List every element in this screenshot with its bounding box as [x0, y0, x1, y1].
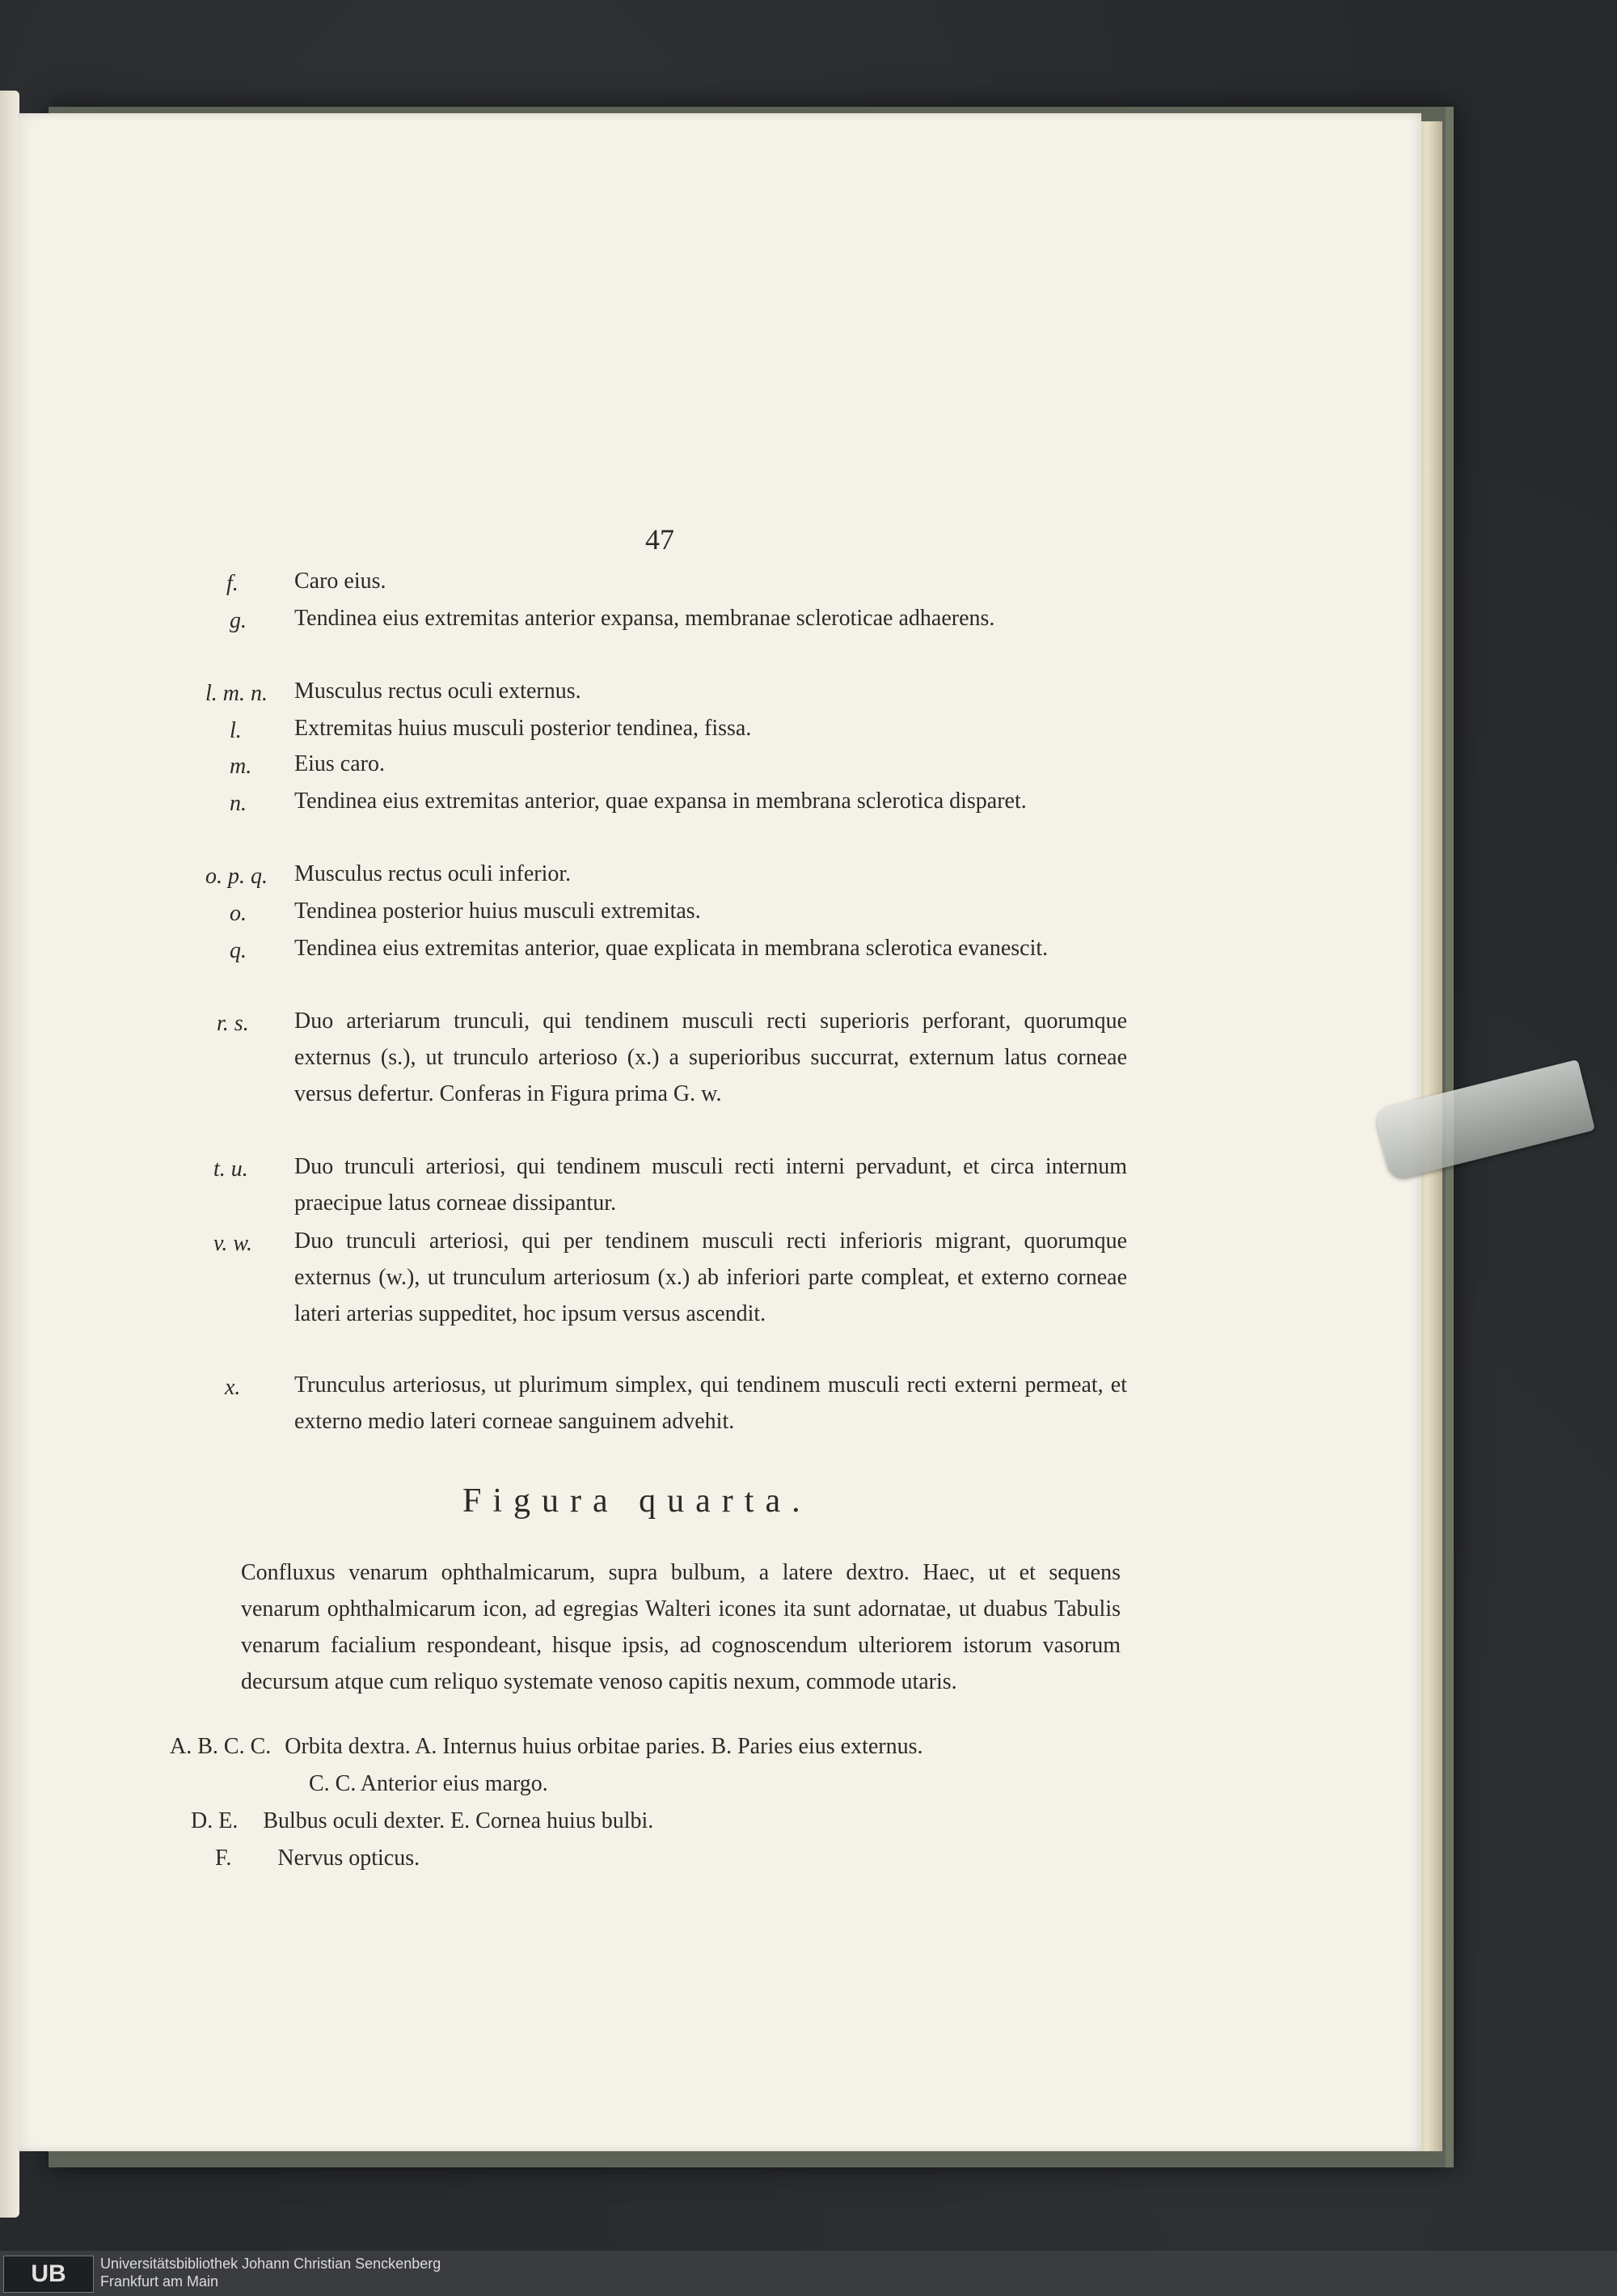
footer-bar: [0, 2251, 1617, 2296]
entry-label: m.: [230, 754, 252, 779]
entry-text: Duo trunculi arteriosi, qui per tendinem musculi recti inferioris migrant, quorumque externus (w.), ut trunculum arteriosum (x.) ab inferiori parte compleat, et externo corneae lateri arterias suppeditet, hoc ipsum versus ascendit.: [294, 1228, 1127, 1326]
footer-institution: Universitätsbibliothek Johann Christian Senckenberg: [100, 2256, 441, 2272]
entry-text: Trunculus arteriosus, ut plurimum simplex, qui tendinem musculi recti externi permeat, et externo medio lateri corneae sanguinem advehit.: [294, 1372, 1127, 1434]
footer-city: Frankfurt am Main: [100, 2273, 219, 2290]
figure-label: A. B. C. C.: [170, 1734, 272, 1759]
entry-text: Caro eius.: [294, 569, 386, 594]
entry-label: g.: [230, 608, 247, 633]
figure-text: Bulbus oculi dexter. E. Cornea huius bulbi.: [263, 1808, 654, 1833]
section-title: Figura quarta.: [462, 1482, 812, 1520]
entry-text: Duo arteriarum trunculi, qui tendinem musculi recti superioris perforant, quorumque externus (s.), ut trunculo arterioso (x.) a superioribus succurrat, externum latus corneae versus defertur. Conferas in Figura prima G. w.: [294, 1008, 1127, 1106]
entry-label: r. s.: [217, 1011, 249, 1036]
entry-label: l. m. n.: [205, 681, 268, 706]
entry-text: Extremitas huius musculi posterior tendinea, fissa.: [294, 716, 752, 741]
figure-text: Orbita dextra. A. Internus huius orbitae paries. B. Paries eius externus.: [285, 1734, 923, 1759]
entry-label: f.: [226, 571, 239, 596]
figure-legend-row: [215, 1846, 420, 1871]
entry-label: o.: [230, 901, 247, 926]
figure-legend-row: [170, 1734, 923, 1760]
figure-legend-row: [191, 1808, 653, 1834]
entry-label: t. u.: [213, 1156, 248, 1182]
entry-label: v. w.: [213, 1231, 252, 1256]
left-page-edge: [0, 91, 19, 2218]
entry-label: l.: [230, 718, 242, 743]
page-number: 47: [645, 523, 674, 556]
entry-label: x.: [225, 1375, 241, 1400]
figure-description: Confluxus venarum ophthalmicarum, supra bulbum, a latere dextro. Haec, ut et sequens venarum ophthalmicarum icon, ad egregias Walteri icones ita sunt adornatae, ut duabus Tabulis venarum facialium respondeant, hisque ipsis, ad cognoscendum ulteriorem istorum vasorum decursum atque cum reliquo systemate venoso capitis nexum, commode utaris.: [241, 1560, 1121, 1694]
entry-text: Tendinea eius extremitas anterior expansa, membranae scleroticae adhaerens.: [294, 606, 995, 631]
entry-label: n.: [230, 791, 247, 816]
entry-text: Musculus rectus oculi externus.: [294, 679, 581, 704]
figure-label: F.: [215, 1846, 232, 1871]
figure-label: D. E.: [191, 1808, 239, 1833]
entry-text: Tendinea eius extremitas anterior, quae expansa in membrana sclerotica disparet.: [294, 789, 1027, 814]
entry-label: q.: [230, 938, 247, 963]
figure-legend-row: [309, 1771, 548, 1797]
entry-text: Tendinea posterior huius musculi extremitas.: [294, 899, 701, 924]
entry-text: Duo trunculi arteriosi, qui tendinem musculi recti interni pervadunt, et circa internum praecipue latus corneae dissipantur.: [294, 1154, 1127, 1216]
entry-text: Tendinea eius extremitas anterior, quae explicata in membrana sclerotica evanescit.: [294, 936, 1049, 961]
entry-text: Eius caro.: [294, 751, 385, 776]
figure-text: C. C. Anterior eius margo.: [309, 1771, 548, 1796]
figure-text: Nervus opticus.: [277, 1846, 420, 1871]
entry-text: Musculus rectus oculi inferior.: [294, 861, 572, 886]
library-logo: UB: [3, 2256, 94, 2293]
book-page: [18, 113, 1421, 2151]
entry-label: o. p. q.: [205, 864, 268, 889]
